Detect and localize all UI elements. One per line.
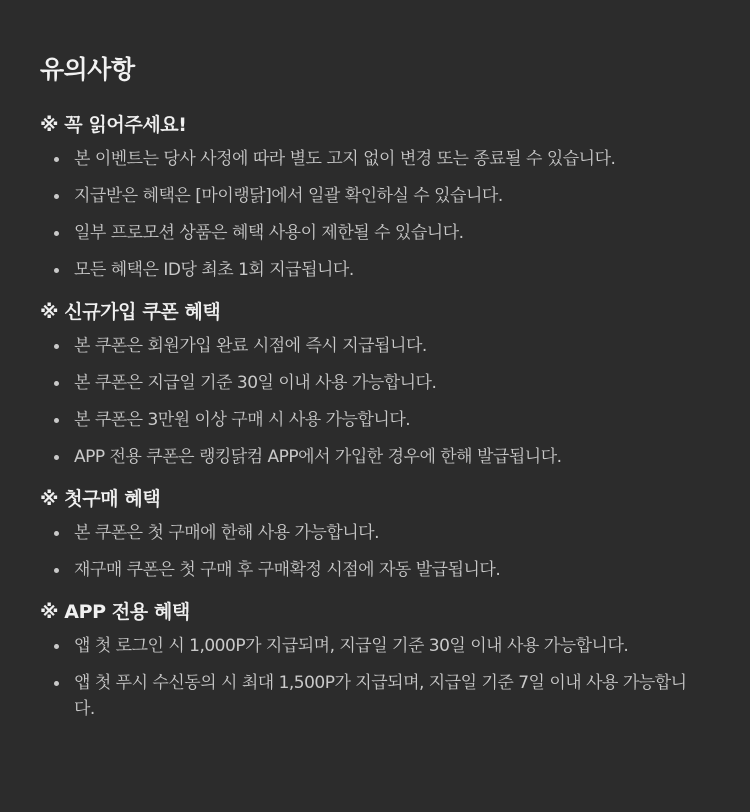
bullet-icon <box>54 268 59 273</box>
list-item <box>40 407 710 433</box>
list-item <box>40 557 710 583</box>
bullet-icon <box>54 231 59 236</box>
list-item <box>40 257 710 283</box>
section-app-benefit <box>40 599 710 722</box>
list-item-text: 본 쿠폰은 3만원 이상 구매 시 사용 가능합니다. <box>74 410 411 430</box>
section-heading: ※ 신규가입 쿠폰 혜택 <box>40 301 221 323</box>
list-item <box>40 444 710 470</box>
section-first-purchase <box>40 486 710 583</box>
bullet-icon <box>54 381 59 386</box>
list-item-text: 본 이벤트는 당사 사정에 따라 별도 고지 없이 변경 또는 종료될 수 있습니다. <box>74 149 616 169</box>
notice-title: 유의사항 <box>40 55 135 84</box>
section-signup-coupon <box>40 299 710 470</box>
section-list <box>40 633 710 722</box>
list-item-text: APP 전용 쿠폰은 랭킹닭컴 APP에서 가입한 경우에 한해 발급됩니다. <box>74 447 562 467</box>
list-item-text: 모든 혜택은 ID당 최초 1회 지급됩니다. <box>74 260 354 280</box>
bullet-icon <box>54 157 59 162</box>
list-item-text: 일부 프로모션 상품은 혜택 사용이 제한될 수 있습니다. <box>74 223 464 243</box>
section-heading: ※ APP 전용 혜택 <box>40 601 190 623</box>
bullet-icon <box>54 681 59 686</box>
bullet-icon <box>54 644 59 649</box>
bullet-icon <box>54 344 59 349</box>
list-item <box>40 146 710 172</box>
list-item <box>40 520 710 546</box>
list-item <box>40 633 710 659</box>
list-item <box>40 183 710 209</box>
bullet-icon <box>54 418 59 423</box>
list-item-text: 앱 첫 푸시 수신동의 시 최대 1,500P가 지급되며, 지급일 기준 7일 이내 사용 가능합니다. <box>74 673 687 719</box>
list-item-text: 지급받은 혜택은 [마이랭닭]에서 일괄 확인하실 수 있습니다. <box>74 186 503 206</box>
section-list <box>40 520 710 583</box>
list-item-text: 본 쿠폰은 지급일 기준 30일 이내 사용 가능합니다. <box>74 373 437 393</box>
bullet-icon <box>54 568 59 573</box>
list-item <box>40 220 710 246</box>
bullet-icon <box>54 194 59 199</box>
section-must-read <box>40 112 710 283</box>
list-item <box>40 670 710 722</box>
list-item <box>40 370 710 396</box>
section-list <box>40 146 710 283</box>
section-heading: ※ 꼭 읽어주세요! <box>40 114 187 136</box>
bullet-icon <box>54 455 59 460</box>
list-item-text: 본 쿠폰은 회원가입 완료 시점에 즉시 지급됩니다. <box>74 336 427 356</box>
section-heading: ※ 첫구매 혜택 <box>40 488 161 510</box>
bullet-icon <box>54 531 59 536</box>
section-list <box>40 333 710 470</box>
list-item-text: 앱 첫 로그인 시 1,000P가 지급되며, 지급일 기준 30일 이내 사용 가능합니다. <box>74 636 629 656</box>
list-item <box>40 333 710 359</box>
list-item-text: 본 쿠폰은 첫 구매에 한해 사용 가능합니다. <box>74 523 380 543</box>
list-item-text: 재구매 쿠폰은 첫 구매 후 구매확정 시점에 자동 발급됩니다. <box>74 560 501 580</box>
